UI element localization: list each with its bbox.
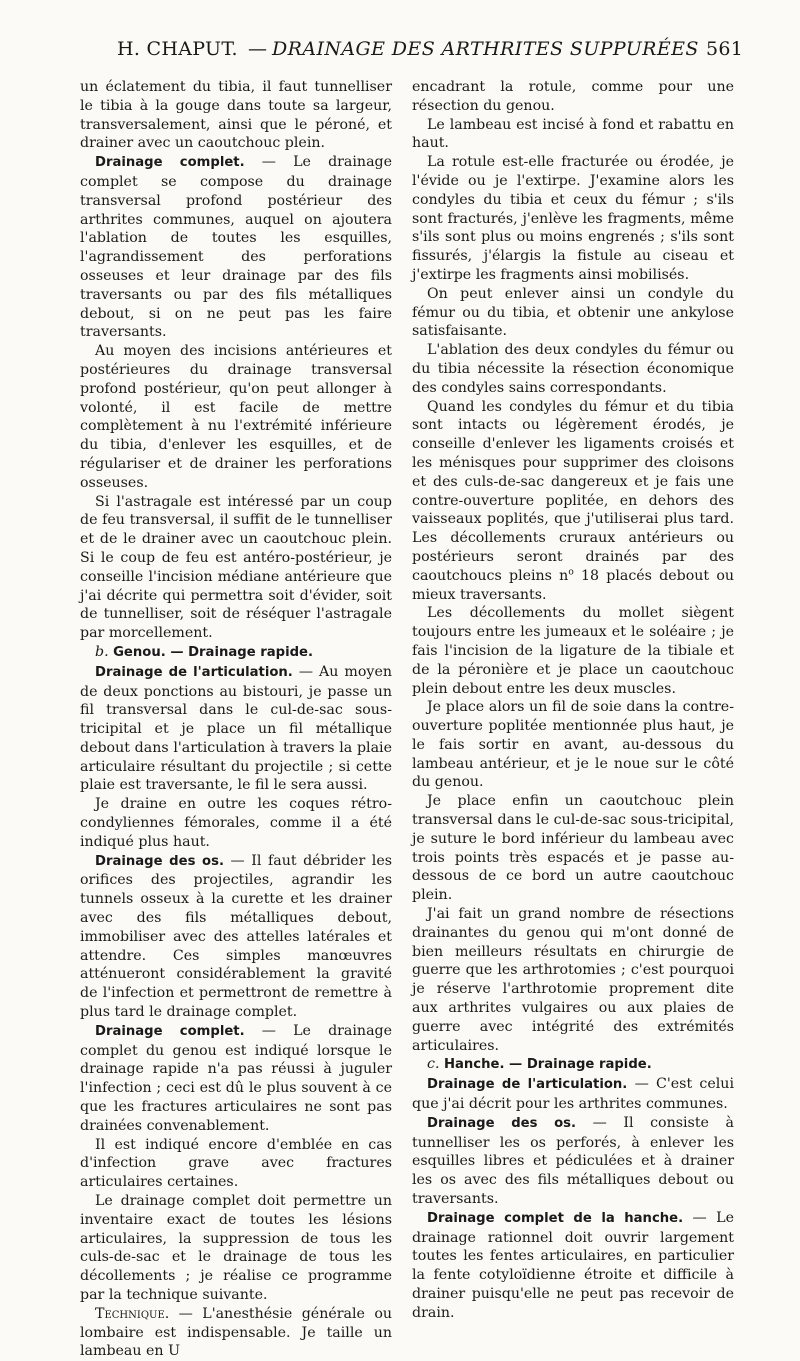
paragraph: Les décollements du mollet siègent toujours entre les jumeaux et le soléaire ; je fais l'incision de la ligature de la tibiale et de la péronière et je place un caoutchouc plein debout entre les deux muscles. (412, 605, 734, 697)
subsection-heading (80, 643, 392, 663)
paragraph (80, 852, 392, 1022)
header-separator: — (248, 38, 268, 60)
paragraph: Si l'astragale est intéressé par un coup de feu transversal, il suffit de le tunnelliser et de le drainer avec un caoutchouc plein. Si le coup de feu est antéro-postérieur, je conseille l'incision médiane antérieure que j'ai décrite qui permettra soit d'évider, soit de tunnelliser, soit de réséquer l'astragale par morcellement. (80, 493, 392, 642)
paragraph: encadrant la rotule, comme pour une résection du genou. (412, 79, 734, 114)
paragraph (80, 153, 392, 342)
section-heading: Drainage complet. (95, 1023, 245, 1039)
section-heading: Drainage des os. (95, 853, 224, 869)
paragraph-text: — Le drainage complet se compose du drainage transversal profond postérieur des arthrites communes, auquel on ajoutera l'ablation de toutes les esquilles, l'agrandissement des perforations osseuses et leur drainage par des fils traversants ou par des fils métalliques debout, si on ne peut pas les faire traversants. (80, 154, 392, 341)
paragraph (412, 1209, 734, 1323)
paragraph: Le lambeau est incisé à fond et rabattu en haut. (412, 116, 734, 152)
subsection-letter: b. (95, 643, 109, 660)
paragraph-text: — Le drainage rationnel doit ouvrir largement toutes les fentes articulaires, en particulier la fente cotyloïdienne étroite et difficile à drainer puisqu'elle ne peut pas recevoir de drain. (412, 1209, 734, 1321)
paragraph-text: — Le drainage complet du genou est indiqué lorsque le drainage rapide n'a pas réussi à juguler l'infection ; ceci est dû le plus souvent à ce que les fractures articulaires ne sont pas drainées convenablement. (80, 1022, 392, 1134)
paragraph: Au moyen des incisions antérieures et postérieures du drainage transversal profond postérieur, qu'on peut allonger à volonté, il est facile de mettre complètement à nu l'extrémité inférieure du tibia, d'enlever les esquilles, et de régulariser et de drainer les perforations osseuses. (80, 343, 392, 491)
superscript: o (568, 566, 574, 577)
section-heading: Drainage des os. (427, 1115, 577, 1131)
paragraph-text: — L'anesthésie générale ou lombaire est indispensable. Je taille un lambeau en U (80, 1305, 392, 1360)
header-title: DRAINAGE DES ARTHRITES SUPPURÉES (272, 38, 699, 60)
right-column (412, 78, 734, 1323)
paragraph (412, 398, 734, 605)
paragraph: Je place enfin un caoutchouc plein transversal dans le cul-de-sac sous-tricipital, je suture le bord inférieur du lambeau avec trois points très espacés et je passe au-dessous de ce bord un autre caoutchouc plein. (412, 793, 734, 904)
paragraph (412, 1114, 734, 1209)
paragraph (80, 663, 392, 796)
paragraph: Le drainage complet doit permettre un inventaire exact de toutes les lésions articulaires, la suppression de tous les culs-de-sac et le drainage de tous les décollements ; je réalise ce programme par la technique suivante. (80, 1193, 392, 1303)
paragraph: un éclatement du tibia, il faut tunnelliser le tibia à la gouge dans toute sa largeur, transversalement, ainsi que le péroné, et drainer avec un caoutchouc plein. (80, 79, 392, 152)
paragraph: Je place alors un fil de soie dans la contre-ouverture poplitée mentionnée plus haut, je le fais sortir en avant, au-dessous du lambeau antérieur, et je le noue sur le côté du genou. (412, 699, 734, 791)
paragraph (80, 1022, 392, 1136)
paragraph: On peut enlever ainsi un condyle du fémur ou du tibia, et obtenir une ankylose satisfaisante. (412, 285, 734, 340)
page-number: 561 (706, 38, 744, 60)
section-heading: Drainage de l'articulation. (427, 1077, 628, 1093)
paragraph (80, 1305, 392, 1361)
header-author: H. CHAPUT. (117, 38, 238, 60)
subsection-title: Genou. — Drainage rapide. (113, 644, 313, 660)
paragraph: J'ai fait un grand nombre de résections drainantes du genou qui m'ont donné de bien meilleurs résultats en chirurgie de guerre que les arthrotomies ; c'est pourquoi je réserve l'arthrotomie proprement dite aux arthrites vulgaires ou aux plaies de guerre avec intégrité des extrémités articulaires. (412, 906, 734, 1054)
subsection-title: Hanche. — Drainage rapide. (443, 1057, 652, 1073)
subsection-letter: c. (427, 1056, 440, 1073)
section-heading: Drainage complet de la hanche. (427, 1210, 684, 1226)
paragraph-text: — Il consiste à tunnelliser les os perforés, à enlever les esquilles libres et pédiculées et à drainer les os avec des fils métalliques debout ou traversants. (412, 1114, 734, 1208)
subsection-heading (412, 1055, 734, 1075)
paragraph: Il est indiqué encore d'emblée en cas d'infection grave avec fractures articulaires certaines. (80, 1136, 392, 1191)
section-heading: Drainage de l'articulation. (95, 664, 293, 680)
paragraph: La rotule est-elle fracturée ou érodée, je l'évide ou je l'extirpe. J'examine alors les condyles du tibia et ceux du fémur ; s'ils sont fracturés, j'enlève les fragments, même s'ils sont plus ou moins engrenés ; s'ils sont fissurés, j'élargis la fistule au ciseau et j'extirpe les fragments ainsi mobilisés. (412, 154, 734, 283)
paragraph-text: 18 placés debout ou mieux traversants. (412, 567, 734, 603)
paragraph-text: — Au moyen de deux ponctions au bistouri, je passe un fil transversal dans le cul-de-sac sous-tricipital et je place un fil métallique debout dans l'articulation à travers la plaie articulaire résultant du projectile ; si cette plaie est traversante, le fil le sera aussi. (80, 663, 392, 794)
paragraph-text: — C'est celui que j'ai décrit pour les arthrites communes. (412, 1076, 734, 1113)
paragraph-text: Quand les condyles du fémur et du tibia sont intacts ou légèrement érodés, je conseille d'enlever les ligaments croisés et les ménisques pour supprimer des cloisons et des culs-de-sac dangereux et je fais une contre-ouverture poplitée, en dehors des vaisseaux poplités, que j'utiliserai plus tard. Les décollements cruraux antérieurs ou postérieurs seront drainés par des caoutchoucs pleins n (412, 398, 734, 584)
section-heading: Drainage complet. (95, 155, 245, 171)
paragraph-text: — Il faut débrider les orifices des projectiles, agrandir les tunnels osseux à la curette et les drainer avec des fils métalliques debout, immobiliser avec des attelles latérales et attendre. Ces simples manœuvres atténueront considérablement la gravité de l'infection et permettront de remettre à plus tard le drainage complet. (80, 852, 392, 1021)
left-column (80, 78, 392, 1361)
paragraph: L'ablation des deux condyles du fémur ou du tibia nécessite la résection économique des condyles sains correspondants. (412, 342, 734, 396)
technique-label: Technique. (95, 1305, 170, 1322)
paragraph: Je draine en outre les coques rétro-condyliennes fémorales, comme il a été indiqué plus haut. (80, 796, 392, 850)
paragraph (412, 1075, 734, 1114)
